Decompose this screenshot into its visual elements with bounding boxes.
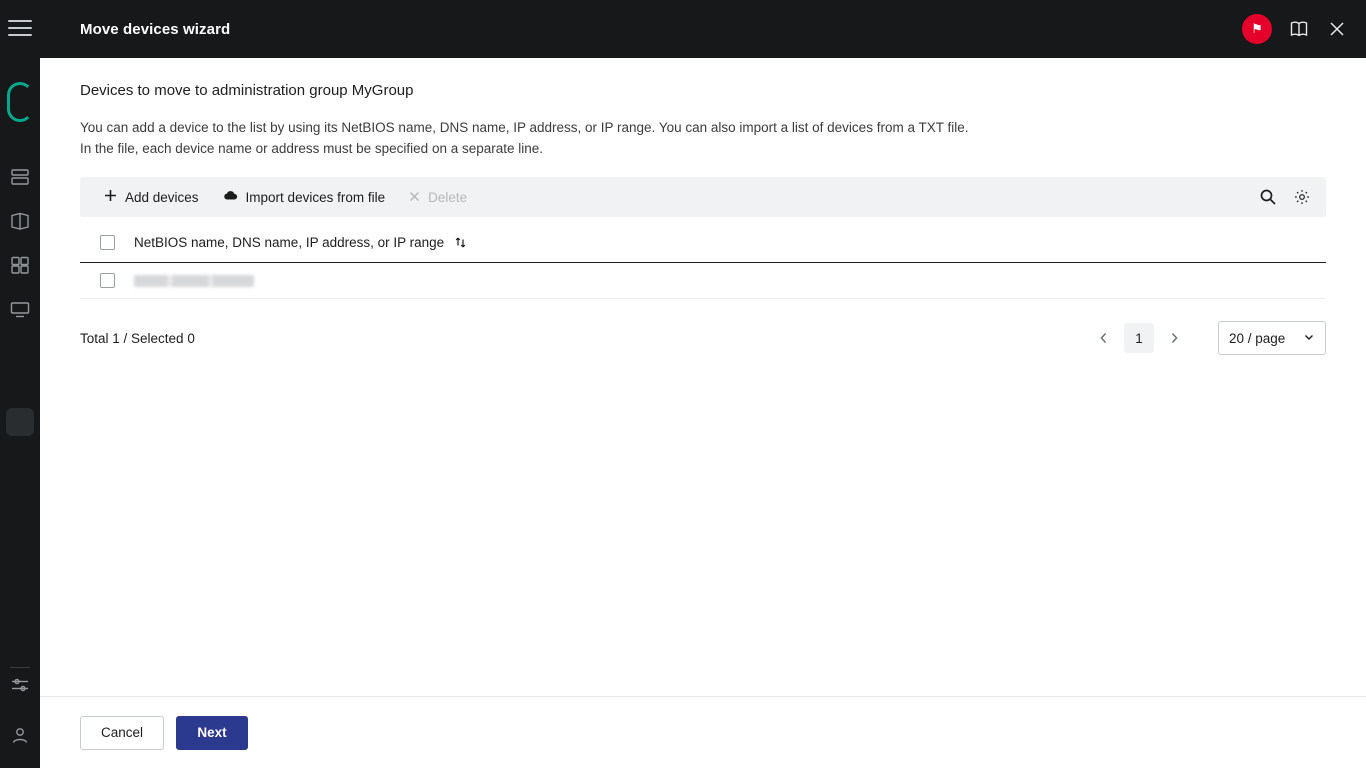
plus-icon bbox=[104, 189, 117, 205]
avatar[interactable]: ⚑ bbox=[1242, 14, 1272, 44]
page-title: Move devices wizard bbox=[80, 20, 231, 38]
pagination bbox=[1090, 321, 1326, 355]
add-devices-label: Add devices bbox=[125, 189, 199, 205]
sidebar-divider bbox=[10, 667, 30, 668]
add-devices-button[interactable] bbox=[92, 182, 211, 212]
help-book-icon[interactable] bbox=[1288, 18, 1310, 40]
sidebar-item-assets[interactable] bbox=[9, 254, 31, 276]
page-size-select[interactable] bbox=[1218, 321, 1326, 355]
page-size-label: 20 / page bbox=[1229, 330, 1286, 346]
app-sidebar bbox=[0, 0, 40, 768]
device-name-redacted bbox=[134, 275, 254, 287]
close-x-icon bbox=[409, 190, 420, 205]
search-icon[interactable] bbox=[1254, 183, 1282, 211]
devices-table bbox=[80, 223, 1326, 299]
next-button[interactable]: Next bbox=[176, 716, 248, 750]
column-header-label: NetBIOS name, DNS name, IP address, or IP range bbox=[134, 235, 445, 250]
import-devices-label: Import devices from file bbox=[245, 189, 386, 205]
sidebar-item-devices[interactable] bbox=[9, 298, 31, 320]
move-devices-wizard bbox=[40, 0, 1366, 768]
total-selected-text: Total 1 / Selected 0 bbox=[80, 330, 195, 346]
column-header-cell[interactable] bbox=[134, 235, 1326, 250]
sort-icon[interactable] bbox=[454, 236, 467, 249]
header-actions bbox=[1242, 14, 1348, 44]
wizard-header bbox=[40, 0, 1366, 58]
table-toolbar bbox=[80, 177, 1326, 217]
wizard-footer bbox=[40, 696, 1366, 768]
page-number-1[interactable]: 1 bbox=[1124, 323, 1154, 353]
table-row[interactable] bbox=[80, 263, 1326, 299]
delete-label: Delete bbox=[428, 189, 468, 205]
import-devices-button[interactable] bbox=[211, 182, 398, 212]
sidebar-nav bbox=[0, 166, 40, 320]
section-title: Devices to move to administration group MyGroup bbox=[80, 82, 414, 99]
sidebar-item-monitoring[interactable] bbox=[9, 166, 31, 188]
sidebar-item-account[interactable] bbox=[9, 724, 31, 746]
wizard-body bbox=[40, 58, 1366, 696]
gear-icon[interactable] bbox=[1288, 183, 1316, 211]
sidebar-item-discovery[interactable] bbox=[9, 210, 31, 232]
section-description: You can add a device to the list by using its NetBIOS name, DNS name, IP address, or IP range. You can also import a list of devices from a TXT file. In the file, each device name or address must be specified on a separate line. bbox=[80, 120, 969, 156]
menu-icon[interactable] bbox=[8, 20, 32, 36]
brand-logo-icon bbox=[7, 82, 33, 122]
cancel-button[interactable]: Cancel bbox=[80, 716, 164, 750]
close-icon[interactable] bbox=[1326, 18, 1348, 40]
table-header-row bbox=[80, 223, 1326, 263]
row-select-cell bbox=[80, 273, 134, 288]
prev-page-icon[interactable] bbox=[1090, 324, 1118, 352]
sidebar-item-settings[interactable] bbox=[9, 674, 31, 696]
select-all-checkbox[interactable] bbox=[100, 235, 115, 250]
next-page-icon[interactable] bbox=[1160, 324, 1188, 352]
row-device-cell bbox=[134, 275, 1326, 287]
chevron-down-icon bbox=[1303, 331, 1315, 346]
sidebar-active-indicator bbox=[6, 408, 34, 436]
row-checkbox[interactable] bbox=[100, 273, 115, 288]
sidebar-bottom-nav bbox=[0, 674, 40, 746]
delete-button[interactable] bbox=[397, 182, 479, 212]
select-all-cell bbox=[80, 235, 134, 250]
table-footer bbox=[80, 321, 1326, 355]
cloud-upload-icon bbox=[223, 189, 238, 205]
